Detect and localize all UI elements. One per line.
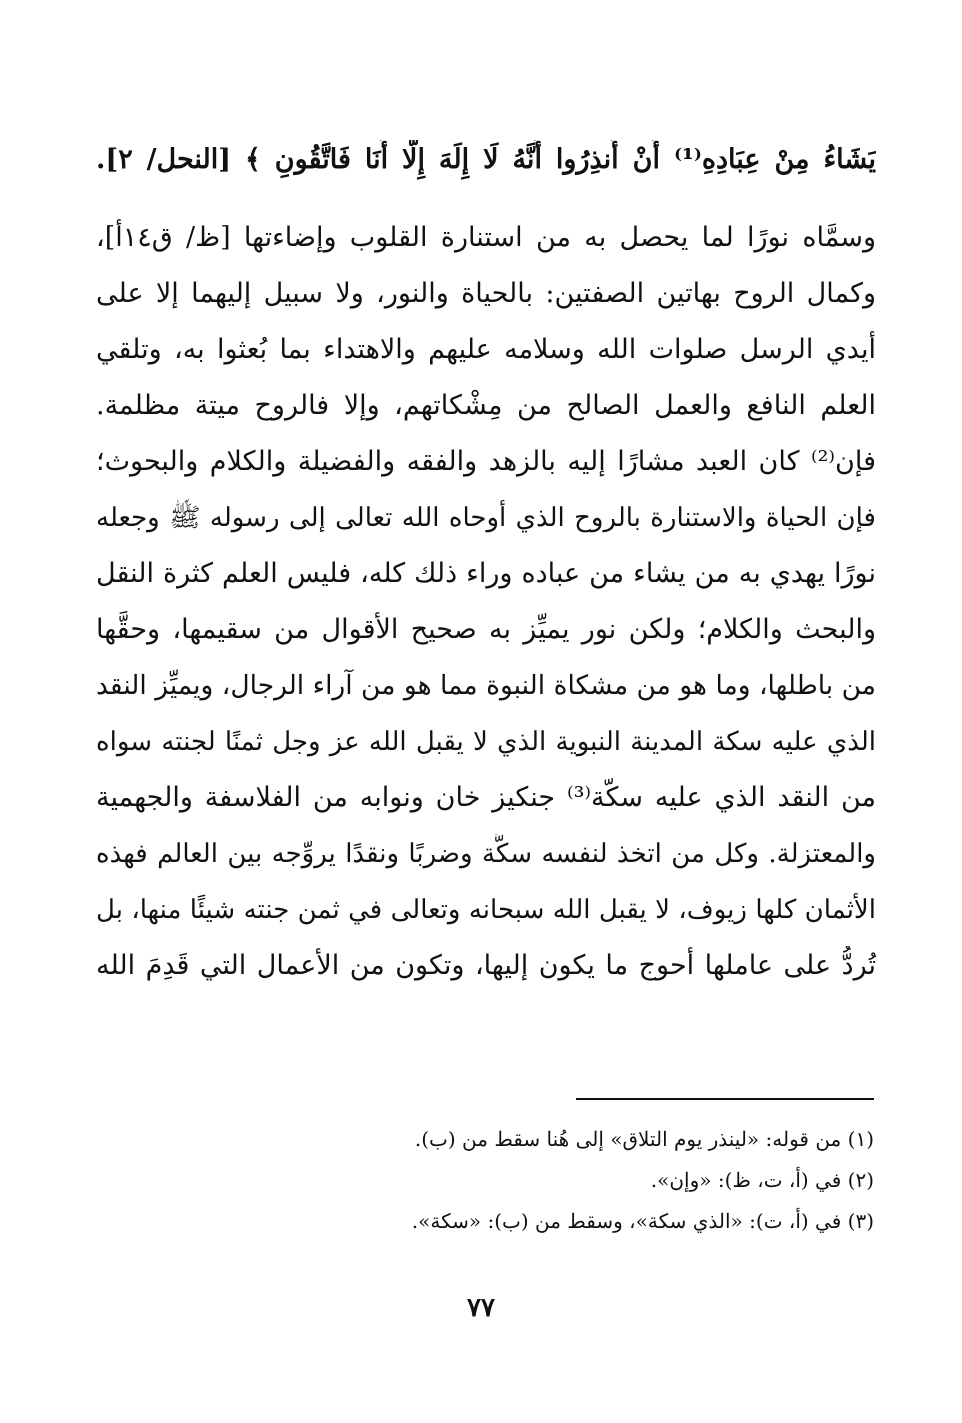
text-line: والبحث والكلام؛ ولكن نور يميِّز به صحيح الأقوال من سقيمها، وحقَّها <box>96 614 876 645</box>
text-line: أيدي الرسل صلوات الله وسلامه عليهم والاهتداء بما بُعثوا به، وتلقي <box>96 334 876 365</box>
text-line: الأثمان كلها زيوف، لا يقبل الله سبحانه وتعالى في ثمن جنته شيئًا منها، بل <box>96 895 876 925</box>
text-line: فإن⁽²⁾ كان العبد مشارًا إليه بالزهد والفقه والفضيلة والكلام والبحوث؛ <box>96 446 876 477</box>
text-line: تُردُّ على عاملها أحوج ما يكون إليها، وتكون من الأعمال التي قَدِمَ الله <box>96 950 876 981</box>
text-line: العلم النافع والعمل الصالح من مِشْكاتهم، وإلا فالروح ميتة مظلمة. <box>96 390 876 421</box>
text-line: فإن الحياة والاستنارة بالروح الذي أوحاه الله تعالى إلى رسوله ﷺ وجعله <box>96 503 876 533</box>
footnote-separator <box>576 1098 874 1100</box>
text-line: من النقد الذي عليه سكَّة⁽³⁾ جنكيز خان ونوابه من الفلاسفة والجهمية <box>96 782 876 813</box>
text-line: نورًا يهدي به من يشاء من عباده وراء ذلك كله، فليس العلم كثرة النقل <box>96 558 876 589</box>
text-line: والمعتزلة. وكل من اتخذ لنفسه سكَّة وضربًا ونقدًا يروِّجه بين العالم فهذه <box>96 839 876 869</box>
footnote-1: (١) من قوله: «لينذر يوم التلاق» إلى هُنا سقط من (ب). <box>414 1127 874 1151</box>
text-line: وكمال الروح بهاتين الصفتين: بالحياة والنور، ولا سبيل إليهما إلا على <box>96 278 876 309</box>
footnote-3: (٣) في (أ، ت): «الذي سكة»، وسقط من (ب): «سكة». <box>411 1209 874 1233</box>
text-line: وسمَّاه نورًا لما يحصل به من استنارة القلوب وإضاءتها [ظ/ ق١٤أ]، <box>96 222 876 253</box>
text-line: من باطلها، وما هو من مشكاة النبوة مما هو من آراء الرجال، ويميِّز النقد <box>96 670 876 701</box>
text-line-quran: يَشَاءُ مِنْ عِبَادِهِ⁽¹⁾ أَنْ أَنذِرُوا أَنَّهُ لَا إِلَهَ إِلَّا أَنَا فَاتَّقُونِ ﴾ [النحل/ ٢]. <box>96 144 876 175</box>
footnote-2: (٢) في (أ، ت، ظ): «وإن». <box>650 1168 874 1192</box>
text-line: الذي عليه سكة المدينة النبوية الذي لا يقبل الله عز وجل ثمنًا لجنته سواه <box>96 727 876 757</box>
page-number: ٧٧ <box>467 1293 495 1323</box>
